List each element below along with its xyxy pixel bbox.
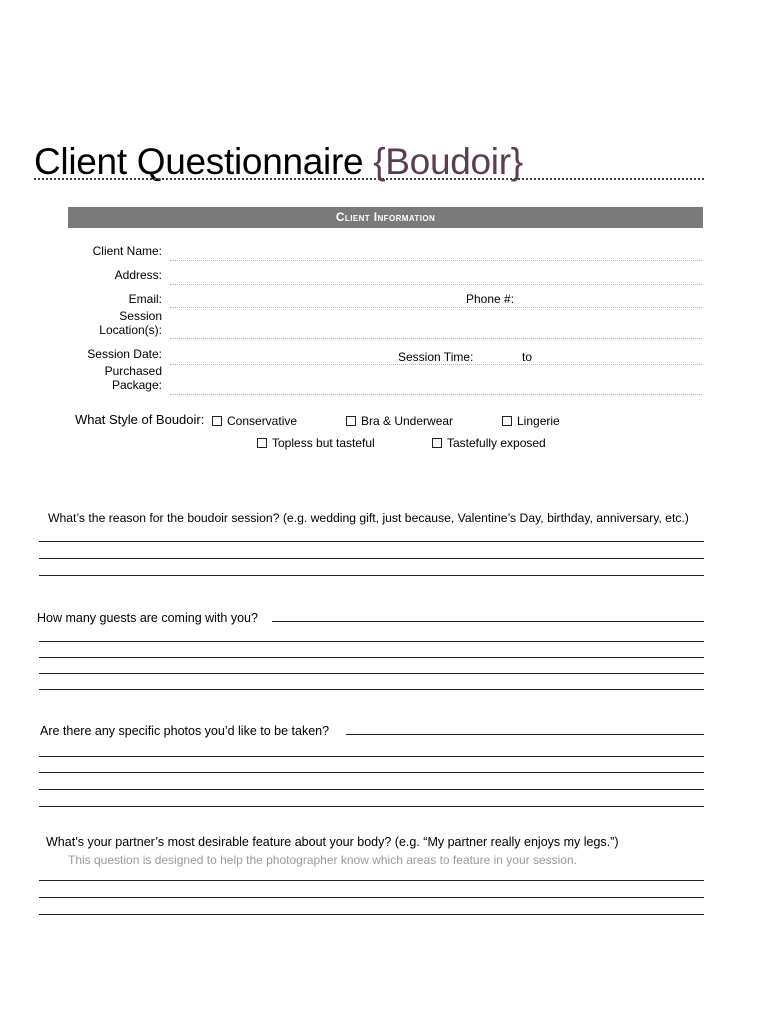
answer-line[interactable] bbox=[39, 673, 704, 674]
option-lingerie[interactable] bbox=[502, 414, 560, 428]
purchased-package-field[interactable] bbox=[170, 394, 702, 395]
title-main: Client Questionnaire bbox=[34, 141, 364, 182]
question-feature: What’s your partner’s most desirable feature about your body? (e.g. “My partner really enjoys my legs.”) bbox=[46, 835, 619, 849]
answer-line[interactable] bbox=[39, 772, 704, 773]
checkbox-icon[interactable] bbox=[257, 438, 267, 448]
answer-line[interactable] bbox=[39, 641, 704, 642]
answer-line[interactable] bbox=[39, 657, 704, 658]
answer-line[interactable] bbox=[346, 734, 704, 735]
client-name-field[interactable] bbox=[170, 260, 702, 261]
option-label: Conservative bbox=[227, 414, 298, 428]
answer-line[interactable] bbox=[39, 541, 704, 542]
title-accent: {Boudoir} bbox=[373, 141, 523, 182]
answer-line[interactable] bbox=[39, 897, 704, 898]
checkbox-icon[interactable] bbox=[346, 416, 356, 426]
question-reason: What’s the reason for the boudoir session? (e.g. wedding gift, just because, Valentine’s Day, birthday, anniversary, etc.) bbox=[48, 511, 689, 525]
address-field[interactable] bbox=[170, 284, 702, 285]
phone-label: Phone #: bbox=[466, 292, 515, 306]
option-label: Tastefully exposed bbox=[447, 436, 546, 450]
option-conservative[interactable] bbox=[212, 414, 297, 428]
purchased-package-label-line2: Package: bbox=[111, 378, 162, 392]
answer-line[interactable] bbox=[39, 756, 704, 757]
section-banner bbox=[68, 207, 703, 228]
session-time-label: Session Time: bbox=[398, 350, 474, 364]
email-label: Email: bbox=[128, 292, 162, 306]
session-location-label-line2: Location(s): bbox=[99, 323, 162, 337]
checkbox-icon[interactable] bbox=[502, 416, 512, 426]
answer-line[interactable] bbox=[39, 914, 704, 915]
option-label: Bra & Underwear bbox=[361, 414, 454, 428]
answer-line[interactable] bbox=[39, 789, 704, 790]
purchased-package-label-line1: Purchased bbox=[104, 364, 162, 378]
checkbox-icon[interactable] bbox=[432, 438, 442, 448]
session-location-label-line1: Session bbox=[119, 309, 162, 323]
address-label: Address: bbox=[114, 268, 162, 282]
title-divider bbox=[34, 178, 704, 180]
client-name-label: Client Name: bbox=[92, 244, 162, 258]
answer-line[interactable] bbox=[39, 689, 704, 690]
option-label: Topless but tasteful bbox=[272, 436, 375, 450]
option-tastefully-exposed[interactable] bbox=[432, 436, 546, 450]
question-guests: How many guests are coming with you? bbox=[37, 611, 258, 625]
option-bra-underwear[interactable] bbox=[346, 414, 453, 428]
answer-line[interactable] bbox=[39, 575, 704, 576]
option-topless[interactable] bbox=[257, 436, 375, 450]
answer-line[interactable] bbox=[39, 806, 704, 807]
email-phone-field[interactable] bbox=[170, 307, 702, 308]
session-time-to-label: to bbox=[522, 350, 533, 364]
session-date-time-field[interactable] bbox=[170, 364, 702, 365]
session-date-label: Session Date: bbox=[87, 347, 162, 361]
section-banner-label: Client Information bbox=[335, 210, 436, 224]
checkbox-icon[interactable] bbox=[212, 416, 222, 426]
answer-line[interactable] bbox=[39, 558, 704, 559]
question-photos: Are there any specific photos you’d like to be taken? bbox=[40, 724, 330, 738]
question-feature-note: This question is designed to help the photographer know which areas to feature in your session. bbox=[68, 853, 577, 867]
answer-line[interactable] bbox=[272, 621, 704, 622]
option-label: Lingerie bbox=[517, 414, 560, 428]
session-location-field[interactable] bbox=[170, 338, 702, 339]
answer-line[interactable] bbox=[39, 880, 704, 881]
style-label: What Style of Boudoir: bbox=[75, 412, 205, 427]
